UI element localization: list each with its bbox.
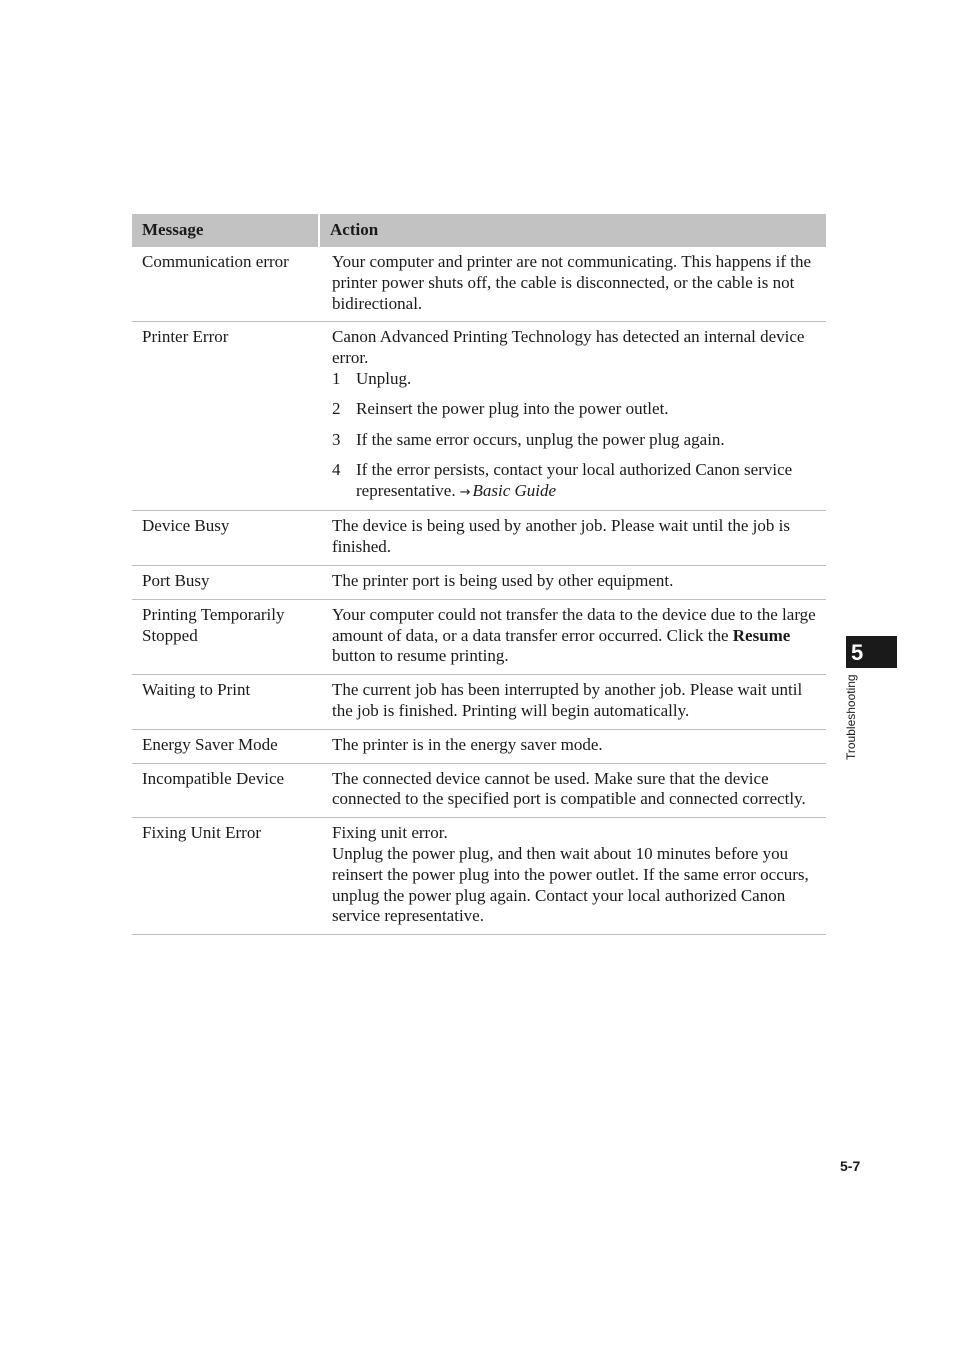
step-list <box>332 369 816 503</box>
message-cell: Energy Saver Mode <box>142 734 278 754</box>
action-cell: The printer port is being used by other equipment. <box>332 571 674 591</box>
right-arrow-icon: → <box>459 484 471 500</box>
message-cell: Printing Temporarily Stopped <box>142 604 285 645</box>
message-cell: Incompatible Device <box>142 768 285 788</box>
action-cell <box>322 818 826 934</box>
table-row <box>132 764 826 819</box>
message-cell: Waiting to Print <box>142 680 251 700</box>
action-cell: Your computer and printer are not communicating. This happens if the printer power shuts off, the cable is disconnected, or the cable is not bidirectional. <box>332 252 812 313</box>
action-text-first-line: Fixing unit error. <box>332 823 448 843</box>
message-cell: Printer Error <box>142 327 229 347</box>
table-row <box>132 511 826 566</box>
table-header <box>132 214 826 247</box>
action-cell: The device is being used by another job. Please wait until the job is finished. <box>332 516 790 557</box>
chapter-label: Troubleshooting <box>844 674 858 760</box>
step-text: Reinsert the power plug into the power outlet. <box>356 399 669 419</box>
table-row <box>132 600 826 675</box>
step-item <box>332 369 816 390</box>
step-number: 2 <box>332 399 341 419</box>
table-row <box>132 322 826 511</box>
action-cell: The connected device cannot be used. Make sure that the device connected to the specified port is compatible and connected correctly. <box>332 768 806 809</box>
action-text-after: button to resume printing. <box>332 646 509 666</box>
step-text-body: If the error persists, contact your local authorized Canon service representative. <box>356 459 793 500</box>
step-item <box>332 399 816 420</box>
message-cell: Communication error <box>142 252 289 271</box>
page-number: 5-7 <box>840 1158 861 1174</box>
step-number: 3 <box>332 429 341 449</box>
table-row <box>132 247 826 322</box>
table-row <box>132 566 826 600</box>
action-text-before: Your computer could not transfer the data to the device due to the large amount of data, or a data transfer error occurred. Click the <box>332 604 816 645</box>
action-cell: The current job has been interrupted by another job. Please wait until the job is finished. Printing will begin automatically. <box>332 680 803 721</box>
header-action: Action <box>330 220 379 239</box>
step-text <box>356 460 816 504</box>
action-text: Unplug the power plug, and then wait about 10 minutes before you reinsert the power plug into the power outlet. If the same error occurs, unplug the power plug again. Contact your local authorized Canon service representative. <box>332 844 809 926</box>
table-row <box>132 675 826 730</box>
action-text: Canon Advanced Printing Technology has detected an internal device error. <box>332 327 805 368</box>
step-number: 1 <box>332 368 341 388</box>
action-cell: The printer is in the energy saver mode. <box>332 734 603 754</box>
step-number: 4 <box>332 459 341 479</box>
step-item <box>332 430 816 451</box>
header-message: Message <box>132 214 320 247</box>
step-item <box>332 460 816 504</box>
error-message-table <box>132 214 826 935</box>
step-text: If the same error occurs, unplug the power plug again. <box>356 429 725 449</box>
action-cell <box>322 322 826 510</box>
message-cell: Device Busy <box>142 516 230 536</box>
table-row <box>132 818 826 935</box>
message-cell: Port Busy <box>142 571 210 591</box>
reference-link: Basic Guide <box>472 480 557 500</box>
table-row <box>132 730 826 764</box>
action-cell <box>322 600 826 674</box>
message-cell: Fixing Unit Error <box>142 823 261 843</box>
resume-button-label: Resume <box>732 625 791 645</box>
chapter-tab: 5 <box>846 636 897 668</box>
step-text: Unplug. <box>356 368 412 388</box>
